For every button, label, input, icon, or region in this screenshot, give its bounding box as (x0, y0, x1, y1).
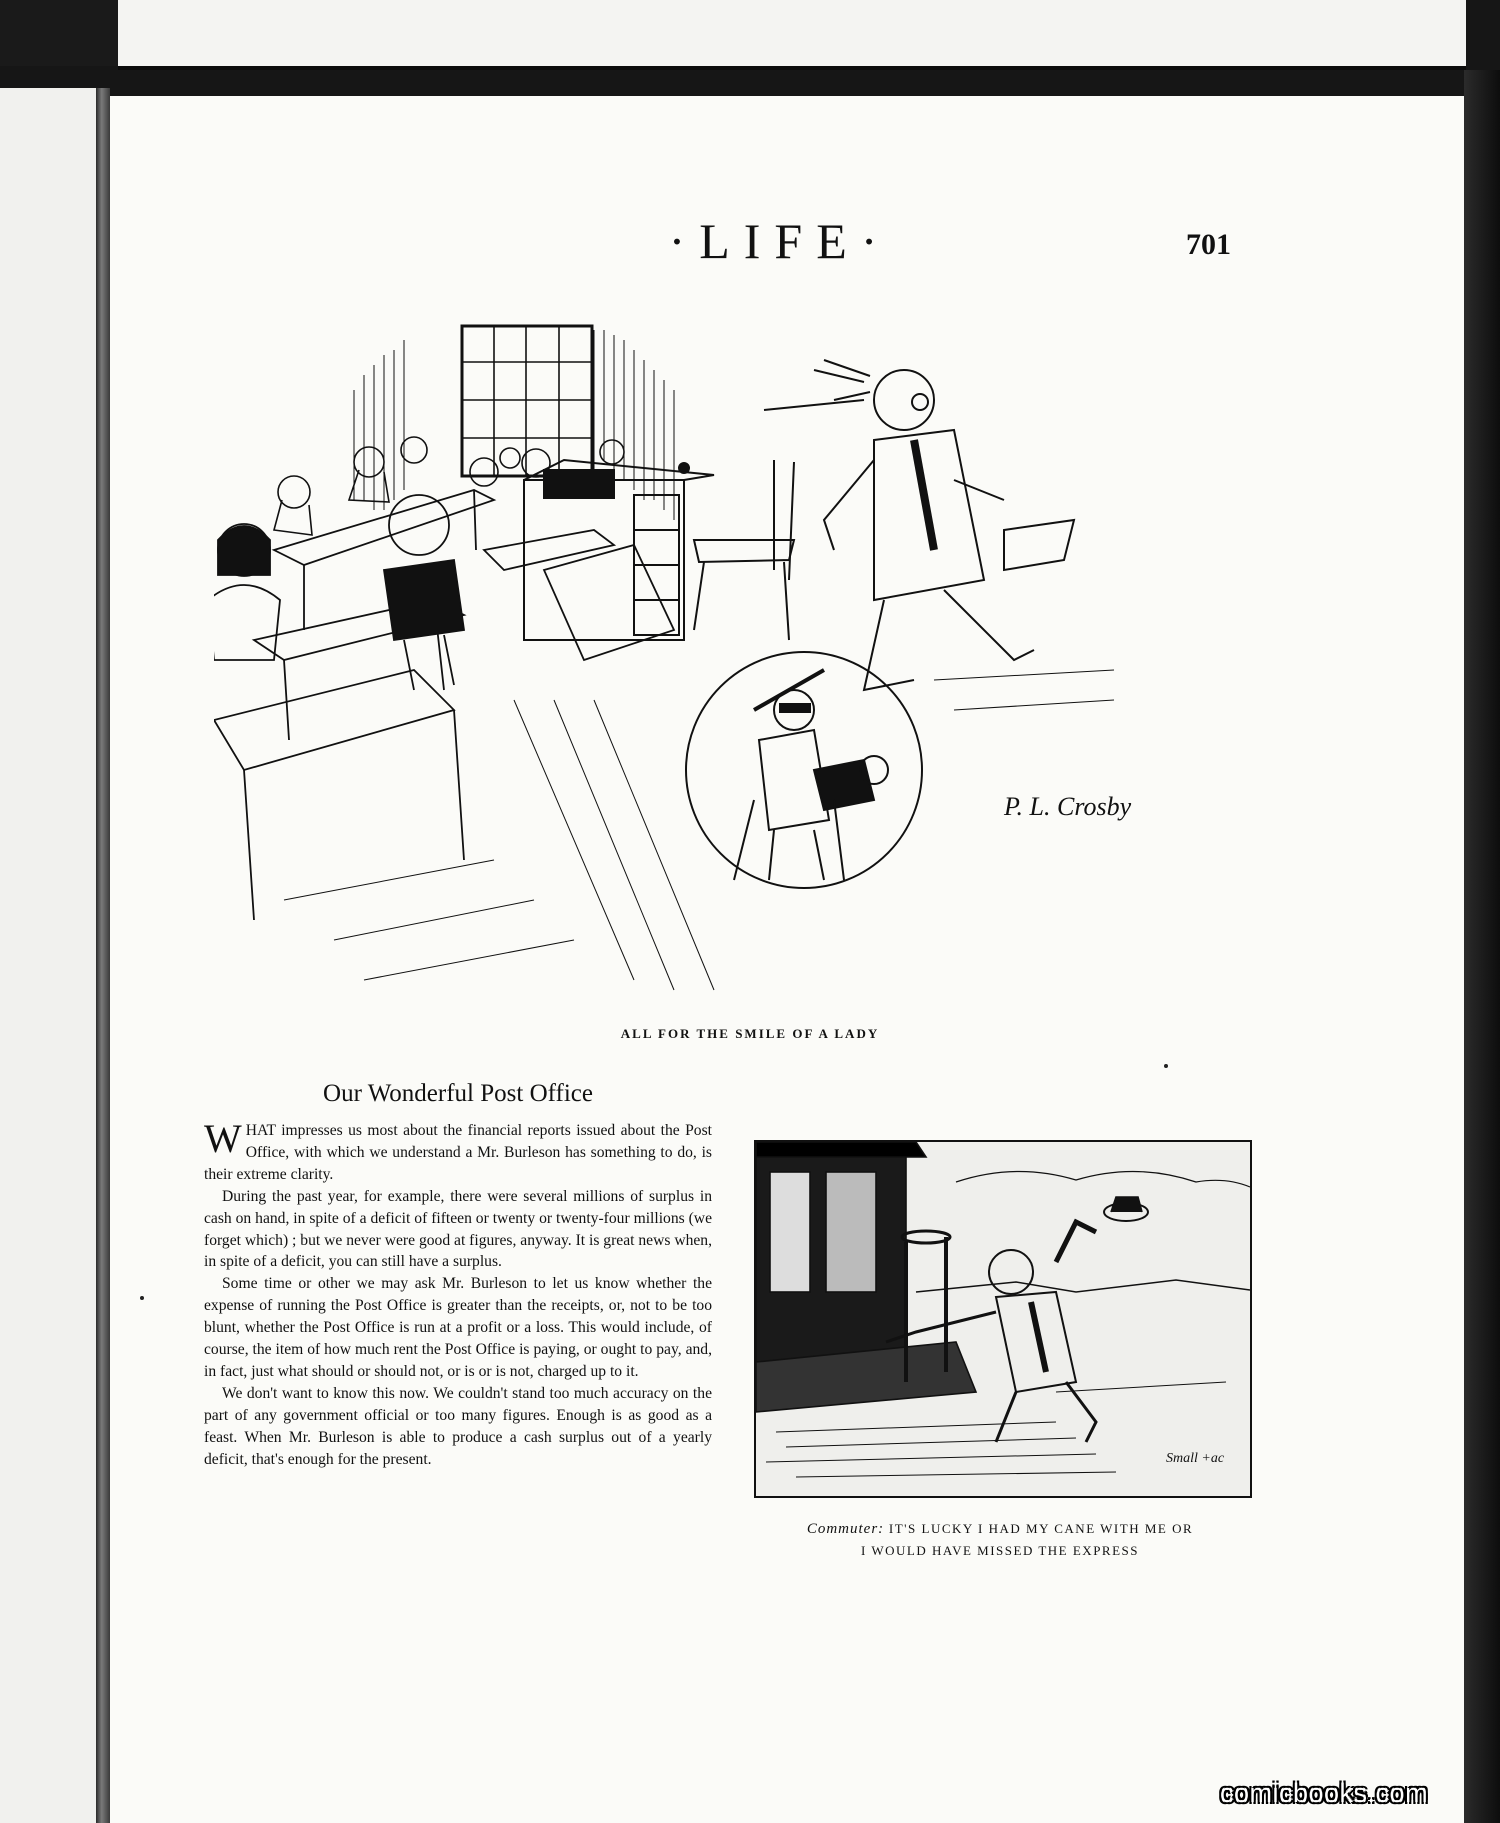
previous-page-shadow (0, 0, 118, 66)
print-speck (1164, 1064, 1168, 1068)
book-gutter (96, 88, 110, 1823)
inset-spanking-vignette (686, 652, 922, 888)
chair (694, 460, 794, 640)
girl-pupil (214, 524, 280, 660)
window (462, 326, 592, 476)
caption-line-2: I WOULD HAVE MISSED THE EXPRESS (861, 1543, 1139, 1558)
crosby-signature: P. L. Crosby (1004, 792, 1132, 821)
page-number: 701 (1186, 228, 1231, 261)
schoolroom-cartoon (214, 300, 1214, 1020)
article-body (204, 1116, 712, 1471)
main-cartoon-caption: ALL FOR THE SMILE OF A LADY (620, 1026, 880, 1041)
article-paragraph: During the past year, for example, there were several millions of surplus in cash on hand, in spite of a deficit of fifteen or twenty or twenty-four millions (we forget which) ; but we never were good at figures, anyway. It is great news when, in spite of a deficit, you can still have a surplus. (204, 1187, 712, 1271)
facing-page-edge (0, 88, 96, 1823)
wall-hatching (354, 330, 674, 520)
previous-page-edge (118, 0, 1466, 70)
teacher-figure (764, 360, 1074, 690)
article-paragraph: We don't want to know this now. We couldn't stand too much accuracy on the part of any government official or too many figures. Enough is as good as a feast. When Mr. Burleson is able to produce a cash surplus out of a yearly deficit, that's enough for the present. (204, 1384, 712, 1468)
masthead: ·LIFE· (668, 213, 892, 269)
small-signature: Small +ac (1166, 1451, 1225, 1466)
caption-speaker: Commuter: (806, 1521, 885, 1537)
commuter-caption (760, 1518, 1240, 1562)
page-right-edge (1464, 70, 1500, 1823)
watermark: comicbooks.com (1220, 1778, 1429, 1808)
print-speck (140, 1296, 144, 1300)
article-paragraph: WHAT impresses us most about the financial reports issued about the Post Office, with which we understand a Mr. Burleson has something to do, is their extreme clarity. (204, 1116, 712, 1183)
commuter-cartoon (754, 1140, 1252, 1498)
desk-rows (214, 490, 674, 920)
article-paragraph: Some time or other we may ask Mr. Burleson to let us know whether the expense of running the Post Office is greater than the receipts, or, not to be too blunt, whether the Post Office is run at a profit or a loss. This would include, of course, the item of how much rent the Post Office is paying, or ought to pay, and, in fact, just what should or should not, or is or is not, charged up to it. (204, 1275, 712, 1380)
article-title: Our Wonderful Post Office (323, 1080, 593, 1107)
caption-line-1: IT'S LUCKY I HAD MY CANE WITH ME OR (888, 1521, 1194, 1536)
dropcap: W (204, 1116, 242, 1161)
